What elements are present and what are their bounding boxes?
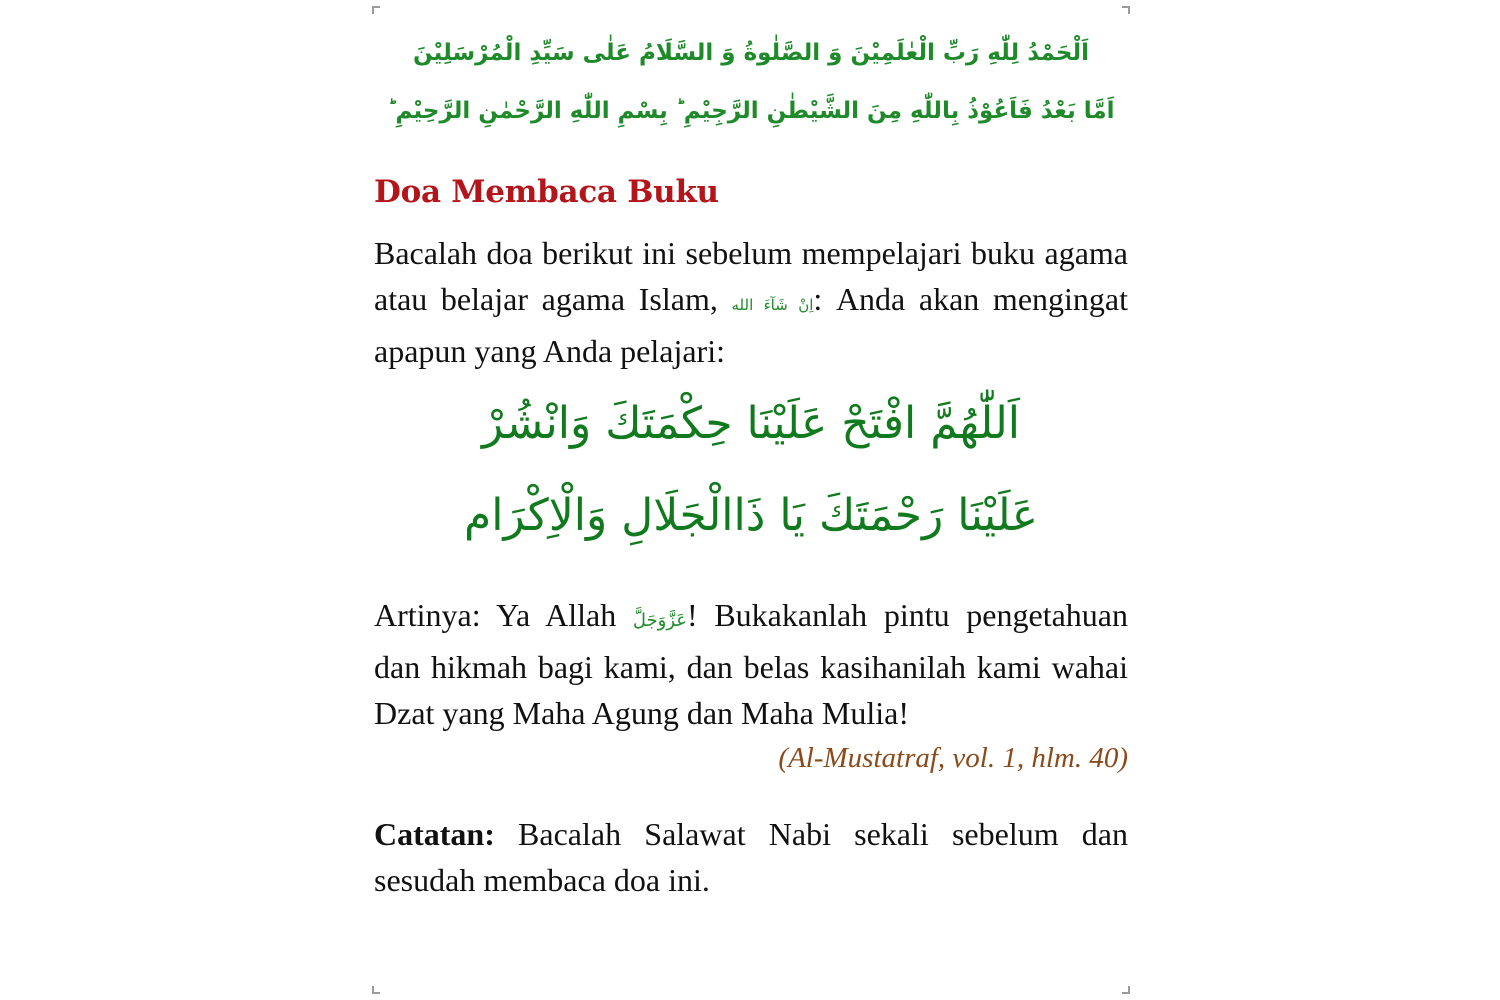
crop-mark-top-right (1122, 6, 1130, 14)
intro-text-before: Bacalah doa berikut ini sebelum mempelajari buku agama atau belajar agama Islam, (374, 235, 1128, 317)
book-page (374, 0, 1128, 1000)
opening-arabic-line-1: اَلْحَمْدُ لِلّٰهِ رَبِّ الْعٰلَمِيْنَ وَ الصَّلٰوةُ وَ السَّلَامُ عَلٰى سَيِّدِ الْمُرْسَلِيْنَ (412, 40, 1089, 66)
crop-mark-bottom-right (1122, 986, 1130, 994)
translation-paragraph (374, 592, 1128, 736)
note-paragraph (374, 811, 1128, 903)
intro-text-after: : Anda akan mengingat apapun yang Anda pelajari: (374, 281, 1129, 369)
translation-lead: Ya Allah (480, 597, 633, 633)
note-body: Bacalah Salawat Nabi sekali sebelum dan sesudah membaca doa ini. (374, 816, 1128, 898)
crop-mark-bottom-left (372, 986, 380, 994)
intro-paragraph (374, 230, 1128, 374)
azza-wa-jalla-arabic: عَزَّوَجَلَّ (632, 610, 688, 631)
opening-arabic-line-2: اَمَّا بَعْدُ فَاَعُوْذُ بِاللّٰهِ مِنَ الشَّيْطٰنِ الرَّجِيْمِ ؕ بِسْمِ اللّٰهِ الرَّحْمٰنِ الرَّحِيْمِ ؕ (387, 98, 1115, 124)
page-title: Doa Membaca Buku (374, 174, 719, 210)
dua-arabic-line-1: اَللّٰهُمَّ افْتَحْ عَلَيْنَا حِكْمَتَكَ وَانْشُرْ (482, 398, 1020, 449)
dua-arabic-line-2: عَلَيْنَا رَحْمَتَكَ يَا ذَاالْجَلَالِ وَالْاِكْرَام (464, 490, 1038, 541)
translation-body: ! Bukakanlah pintu pengetahuan dan hikmah bagi kami, dan belas kasihanilah kami wahai Dzat yang Maha Agung dan Maha Mulia! (374, 597, 1129, 731)
source-reference: (Al-Mustatraf, vol. 1, hlm. 40) (778, 742, 1128, 774)
insha-allah-arabic: اِنْ شَآءَ الله (731, 296, 814, 314)
translation-label: Artinya: (374, 597, 481, 633)
crop-mark-top-left (372, 6, 380, 14)
note-label: Catatan: (374, 816, 495, 852)
